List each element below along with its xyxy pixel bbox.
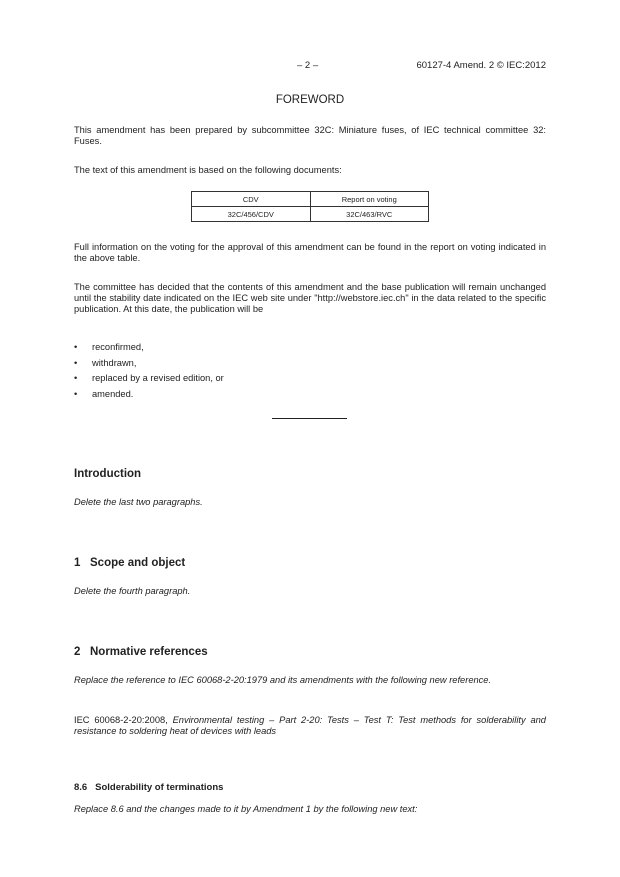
bullet-marker: • — [74, 342, 78, 352]
list-item — [74, 371, 224, 387]
table-header-cell: Report on voting — [310, 192, 429, 207]
table-cell: 32C/456/CDV — [192, 207, 311, 222]
reference-code: IEC 60068-2-20:2008, — [74, 715, 168, 725]
section-title: Normative references — [90, 646, 208, 658]
list-item-text: replaced by a revised edition, or — [92, 373, 224, 383]
solderability-heading — [74, 782, 223, 793]
section-title: Solderability of terminations — [95, 782, 224, 793]
section-number: 8.6 — [74, 782, 88, 793]
bullet-marker: • — [74, 388, 78, 399]
solderability-instruction: Replace 8.6 and the changes made to it by Amendment 1 by the following new text: — [74, 804, 418, 814]
list-item-text: withdrawn, — [92, 357, 137, 368]
bullet-marker: • — [74, 357, 78, 368]
table-header-cell: CDV — [192, 192, 311, 207]
normative-references-heading — [74, 646, 208, 658]
publication-options-list — [74, 340, 224, 402]
foreword-paragraph-3: Full information on the voting for the approval of this amendment can be found in the report on voting indicated in the above table. — [74, 242, 546, 264]
list-item-text: reconfirmed, — [92, 342, 144, 352]
reference-title: Environmental testing – Part 2-20: Tests – Test T: Test methods for solderability and resistance to soldering heat of devices with leads — [74, 715, 546, 737]
normative-instruction: Replace the reference to IEC 60068-2-20:1979 and its amendments with the following new reference. — [74, 675, 492, 685]
section-number: 1 — [74, 557, 81, 569]
table-cell: 32C/463/RVC — [310, 207, 429, 222]
bullet-marker: • — [74, 373, 78, 383]
table-header-row — [192, 192, 429, 207]
scope-instruction: Delete the fourth paragraph. — [74, 586, 191, 596]
section-number: 2 — [74, 646, 81, 658]
foreword-paragraph-4: The committee has decided that the contents of this amendment and the base publication will remain unchanged until the stability date indicated on the IEC web site under "http://webstore.iec.ch" in the data related to the specific publication. At this date, the publication will be — [74, 282, 546, 315]
list-item — [74, 356, 224, 372]
list-item-text: amended. — [92, 388, 134, 399]
list-item — [74, 340, 224, 356]
scope-heading — [74, 557, 185, 569]
normative-reference-entry — [74, 715, 546, 737]
foreword-title: FOREWORD — [275, 94, 345, 106]
foreword-paragraph-2: The text of this amendment is based on the following documents: — [74, 165, 342, 175]
documents-table — [191, 191, 429, 222]
section-title: Scope and object — [90, 557, 186, 569]
introduction-heading: Introduction — [74, 468, 142, 480]
document-reference: 60127-4 Amend. 2 © IEC:2012 — [416, 60, 546, 71]
introduction-instruction: Delete the last two paragraphs. — [74, 497, 203, 507]
table-row — [192, 207, 429, 222]
section-divider — [272, 418, 347, 419]
page-number: – 2 – — [297, 60, 319, 71]
foreword-paragraph-1: This amendment has been prepared by subcommittee 32C: Miniature fuses, of IEC technical committee 32: Fuses. — [74, 125, 546, 147]
list-item — [74, 387, 224, 403]
